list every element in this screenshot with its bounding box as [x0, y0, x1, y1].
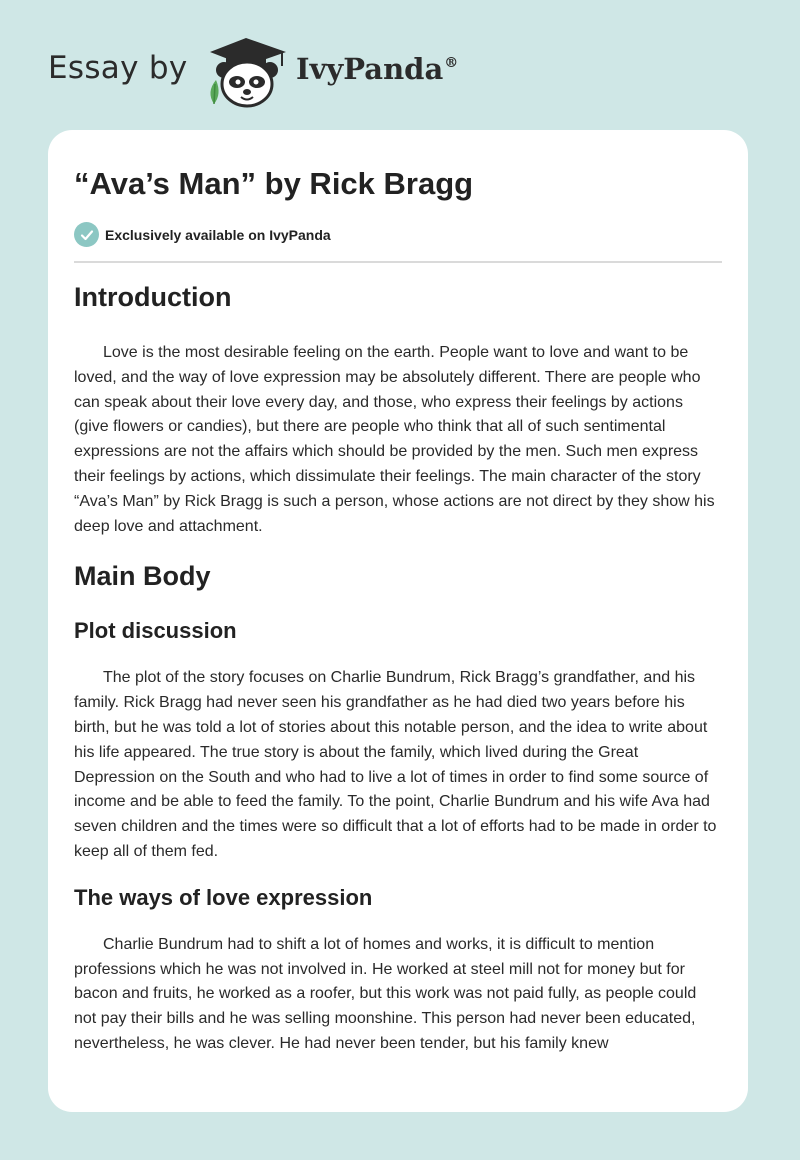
- paragraph-plot-discussion: The plot of the story focuses on Charlie Bundrum, Rick Bragg’s grandfather, and his family. Rick Bragg had never seen his grandfather as he had died two years before his birth, but he was told a lot of stories about this notable person, and the idea to write about his life appeared. The true story is about the family, which lived during the Great Depression on the South and who had to live a lot of times in order to find some source of income and be able to feed the family. To the point, Charlie Bundrum and his wife Ava had seven children and the times were so difficult that a lot of efforts had to be made in order to keep all of them fed.: [74, 669, 717, 860]
- panda-graduate-icon[interactable]: [198, 36, 294, 108]
- exclusive-badge: [74, 222, 331, 247]
- paragraph-ways-of-love: Charlie Bundrum had to shift a lot of homes and works, it is difficult to mention professions which he was not involved in. He worked at steel mill not for money but for bacon and fruits, he worked as a roofer, but this work was not paid fully, as people could not pay their bills and he was selling moonshine. This person had never been educated, nevertheless, he was clever. He had never been tender, but his family knew: [74, 935, 697, 1052]
- heading-introduction: Introduction: [74, 282, 232, 312]
- site-header: [0, 0, 800, 130]
- divider: [74, 261, 722, 263]
- heading-main-body: Main Body: [74, 561, 211, 592]
- essay-card: [48, 130, 748, 1112]
- brand-prefix: Essay by: [48, 50, 188, 86]
- brand-name-text: IvyPanda: [296, 52, 444, 86]
- badge-label: Exclusively available on IvyPanda: [105, 226, 331, 243]
- registered-mark: ®: [444, 55, 459, 71]
- check-icon: [74, 222, 99, 247]
- paragraph-introduction: Love is the most desirable feeling on the earth. People want to love and want to be loved, and the way of love expression may be absolutely different. There are people who can speak about their love every day, and those, who express their feelings by actions (give flowers or candies), but there are people who think that all of such sentimental expressions are not the affairs which should be provided by the men. Such men express their feelings by actions, which dissimulate their feelings. The main character of the story “Ava’s Man” by Rick Bragg is such a person, whose actions are not direct by they show his deep love and attachment.: [74, 344, 715, 535]
- heading-plot-discussion: Plot discussion: [74, 618, 237, 644]
- essay-content: [74, 282, 722, 1057]
- heading-ways-of-love: The ways of love expression: [74, 884, 373, 910]
- essay-title: “Ava’s Man” by Rick Bragg: [74, 166, 474, 201]
- brand-name: [296, 52, 458, 86]
